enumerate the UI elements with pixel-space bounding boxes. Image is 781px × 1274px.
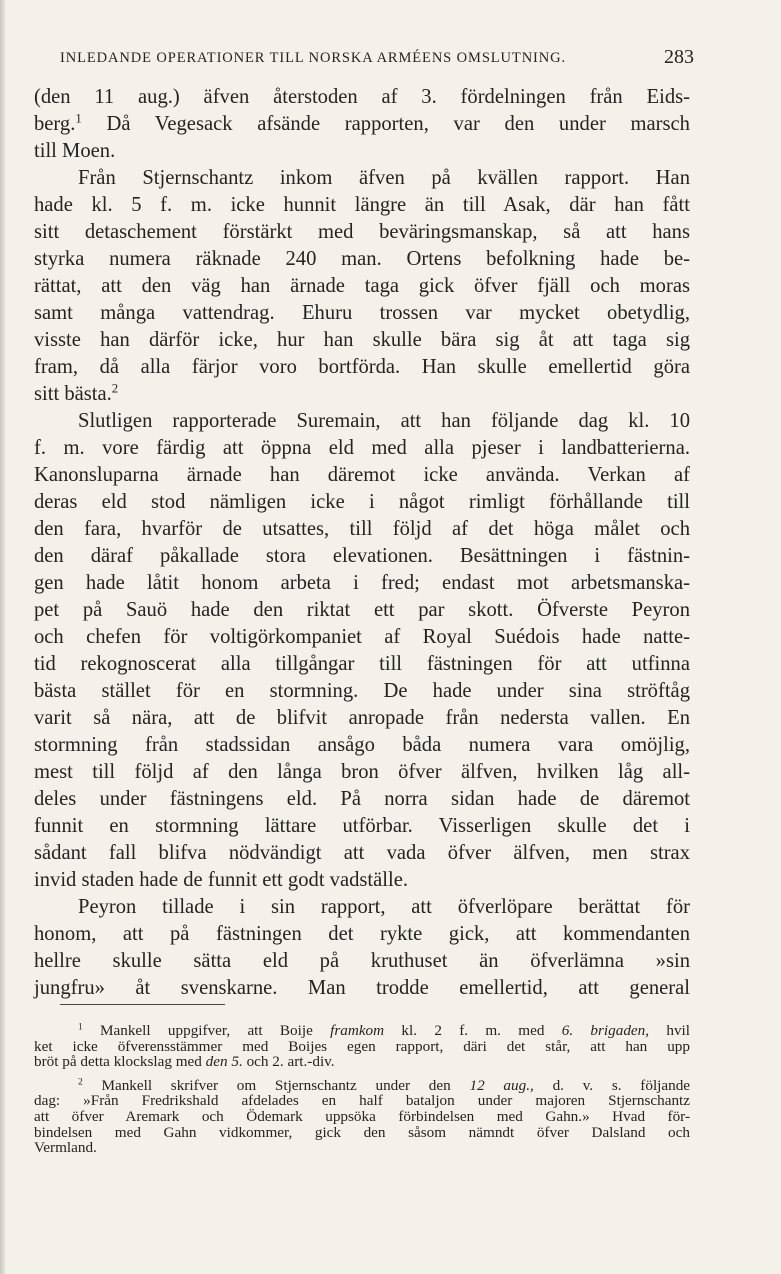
body-line: pet på Sauö hade den riktat ett par skott. Öfverste Peyron	[34, 599, 690, 621]
footnote-1	[34, 1023, 690, 1070]
body-line: gen hade låtit honom arbeta i fred; endast mot arbetsmanska-	[34, 572, 690, 594]
body-line: styrka numera räknade 240 man. Ortens befolkning hade be-	[34, 248, 690, 270]
body-line: hade kl. 5 f. m. icke hunnit längre än till Asak, där han fått	[34, 194, 690, 216]
body-line: f. m. vore färdig att öppna eld med alla pjeser i landbatterierna.	[34, 437, 690, 459]
footnote-italic: framkom	[330, 1022, 385, 1039]
footnote-line: dag: »Från Fredrikshald afdelades en half bataljon under majoren Stjernschantz	[34, 1092, 690, 1110]
body-line: mest till följd af den långa bron öfver älfven, hvilken låg all-	[34, 761, 690, 783]
body-line: (den 11 aug.) äfven återstoden af 3. fördelningen från Eids-	[34, 86, 690, 108]
body-line: bästa stället för en stormning. De hade under sina ströftåg	[34, 680, 690, 702]
body-line: honom, att på fästningen det rykte gick, att kommendanten	[34, 923, 690, 945]
body-line: jungfru» åt svenskarne. Man trodde emellertid, att general	[34, 977, 690, 999]
body-line: Peyron tillade i sin rapport, att öfverlöpare berättat för	[78, 896, 690, 918]
footnote-line: bindelsen med Gahn vidkommer, gick den såsom nämndt öfver Dalsland och	[34, 1123, 690, 1141]
footnote-text: hvil	[666, 1022, 690, 1039]
body-line: funnit en stormning lättare utförbar. Visserligen skulle det i	[34, 815, 690, 837]
body-line-text: sitt bästa.	[34, 383, 112, 405]
body-line: Kanonsluparna ärnade han däremot icke använda. Verkan af	[34, 464, 690, 486]
body-line: deras eld stod nämligen icke i något rimligt förhållande till	[34, 491, 690, 513]
body-line: Slutligen rapporterade Suremain, att han följande dag kl. 10	[78, 410, 690, 432]
body-line: fram, då alla färjor voro bortförda. Han skulle emellertid göra	[34, 356, 690, 378]
footnote-italic: den 5.	[205, 1053, 243, 1071]
body-line	[34, 381, 690, 408]
running-head: INLEDANDE OPERATIONER TILL NORSKA ARMÉENS OMSLUTNING.	[60, 50, 567, 66]
body-line: den fara, hvarför de utsattes, till följd af det höga målet och	[34, 518, 690, 540]
body-line: rättat, att den väg han ärnade taga gick öfver fjäll och moras	[34, 275, 690, 297]
footnote-italic: 6. brigaden,	[561, 1022, 650, 1039]
body-line-start: berg.	[34, 113, 76, 135]
footnote-text: bröt på detta klockslag med	[34, 1053, 202, 1071]
footnote-ref-1: 1	[75, 111, 82, 126]
footnote-marker: 1	[78, 1022, 83, 1033]
footnote-line	[34, 1023, 690, 1039]
body-line: stormning från stadssidan ansågo båda numera vara omöjlig,	[34, 734, 690, 756]
body-line	[34, 111, 690, 138]
footnote-italic: 12 aug.,	[469, 1076, 534, 1094]
footnote-line	[34, 1078, 690, 1094]
body-text	[34, 84, 690, 1002]
body-line-rest: Då Vegesack afsände rapporten, var den under marsch	[106, 113, 690, 135]
footnote-text: Mankell skrifver om Stjernschantz under den	[101, 1076, 451, 1094]
footnote-line	[34, 1054, 690, 1070]
body-line: invid staden hade de funnit ett godt vadställe.	[34, 869, 409, 891]
body-line: samt många vattendrag. Ehuru trossen var mycket obetydlig,	[34, 302, 690, 324]
footnotes	[34, 1023, 690, 1164]
body-line: och chefen för voltigörkompaniet af Royal Suédois hade natte-	[34, 626, 690, 648]
footnote-2	[34, 1078, 690, 1156]
page-edge-shadow	[0, 0, 6, 1274]
body-line: den däraf påkallade stora elevationen. Besättningen i fästnin-	[34, 545, 690, 567]
footnote-line: att öfver Aremark och Ödemark uppsöka förbindelsen med Gahn.» Hvad för-	[34, 1107, 690, 1125]
footnote-text: och 2. art.-div.	[246, 1053, 335, 1071]
footnote-line: ket icke öfverensstämmer med Boijes egen rapport, däri det står, att han upp	[34, 1037, 690, 1055]
footnote-text: kl. 2 f. m. med	[401, 1022, 545, 1039]
body-line: visste han därför icke, hur han skulle bära sig åt att taga sig	[34, 329, 690, 351]
body-line: sitt detaschement förstärkt med beväringsmanskap, så att hans	[34, 221, 690, 243]
body-line: hellre skulle sätta eld på kruthuset än öfverlämna »sin	[34, 950, 690, 972]
body-line: varit så nära, att de blifvit anropade från nedersta vallen. En	[34, 707, 690, 729]
footnote-rule	[60, 1004, 225, 1005]
footnote-ref-2: 2	[111, 381, 119, 396]
body-line: deles under fästningens eld. På norra sidan hade de däremot	[34, 788, 690, 810]
body-line: sådant fall blifva nödvändigt att vada öfver älfven, men strax	[34, 842, 690, 864]
page-number: 283	[664, 46, 694, 68]
body-line: Från Stjernschantz inkom äfven på kvällen rapport. Han	[78, 167, 690, 189]
body-line: tid rekognoscerat alla tillgångar till fästningen för att utfinna	[34, 653, 690, 675]
footnote-text: d. v. s. följande	[552, 1076, 691, 1094]
footnote-marker: 2	[78, 1077, 83, 1088]
footnote-text: Mankell uppgifver, att Boije	[100, 1022, 313, 1039]
page-header	[60, 46, 694, 72]
body-line: till Moen.	[34, 140, 116, 162]
footnote-line: Vermland.	[34, 1139, 97, 1157]
